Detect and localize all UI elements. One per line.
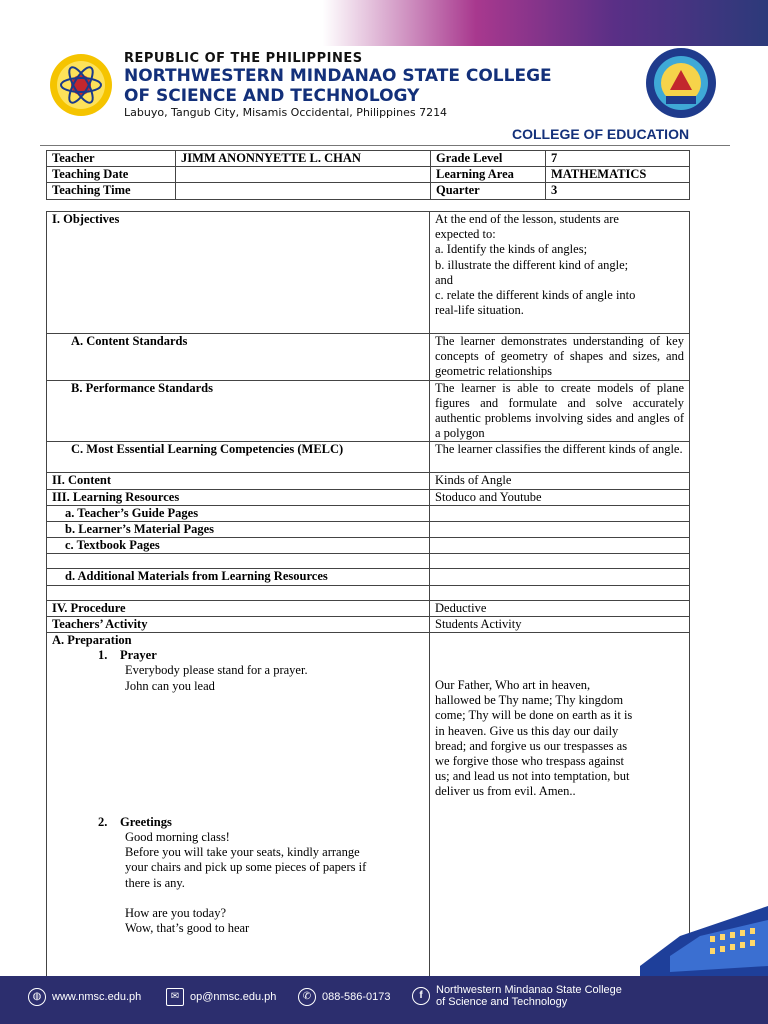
teacher-label: Teacher — [47, 151, 176, 167]
teachers-activity-header: Teachers’ Activity — [47, 616, 430, 632]
learners-material-label: b. Learner’s Material Pages — [47, 522, 430, 538]
globe-icon: ◍ — [28, 988, 46, 1006]
teacher-activity-cell — [47, 633, 430, 979]
greeting-line — [52, 891, 424, 906]
website-text: www.nmsc.edu.ph — [52, 991, 142, 1003]
republic-line: REPUBLIC OF THE PHILIPPINES — [124, 51, 363, 66]
grade-value: 7 — [546, 151, 690, 167]
header-divider — [40, 145, 730, 146]
content-standards-text: The learner demonstrates understanding of key concepts of geometry of shapes and sizes, and geometric relationships — [430, 334, 690, 381]
date-label: Teaching Date — [47, 167, 176, 183]
performance-standards-label: B. Performance Standards — [47, 380, 430, 442]
date-value — [176, 167, 431, 183]
blank-row-value — [430, 554, 690, 569]
mail-icon: ✉ — [166, 988, 184, 1006]
prayer-response-line: hallowed be Thy name; Thy kingdom — [435, 693, 624, 708]
procedure-text: Deductive — [430, 600, 690, 616]
college-seal — [644, 46, 718, 120]
blank-row-2-value — [430, 585, 690, 600]
phone-text: 088-586-0173 — [322, 991, 391, 1003]
email-item[interactable] — [166, 988, 276, 1006]
website-item[interactable] — [28, 988, 141, 1006]
greeting-line: Before you will take your seats, kindly arrange — [125, 845, 360, 860]
phone-icon: ✆ — [298, 988, 316, 1006]
additional-materials-label: d. Additional Materials from Learning Resources — [47, 569, 430, 585]
teacher-value: JIMM ANONNYETTE L. CHAN — [176, 151, 431, 167]
teacher-info-table — [46, 150, 690, 200]
teachers-guide-value — [430, 505, 690, 521]
students-activity-header: Students Activity — [430, 616, 690, 632]
school-name-line1: NORTHWESTERN MINDANAO STATE COLLEGE — [124, 66, 552, 86]
resources-text: Stoduco and Youtube — [430, 489, 690, 505]
school-logo — [48, 52, 114, 118]
top-banner — [0, 0, 768, 46]
prayer-heading: 1. Prayer — [98, 648, 157, 663]
facebook-icon: f — [412, 987, 430, 1005]
textbook-value — [430, 538, 690, 554]
facebook-item[interactable] — [412, 984, 622, 1008]
prayer-response-line: we forgive those who trespass against — [435, 754, 624, 769]
lesson-plan-table — [46, 211, 690, 979]
blank-row — [47, 554, 430, 569]
school-name-line2: OF SCIENCE AND TECHNOLOGY — [124, 86, 420, 106]
prayer-response-line: us; and lead us not into temptation, but — [435, 769, 630, 784]
school-address: Labuyo, Tangub City, Misamis Occidental, Philippines 7214 — [124, 106, 448, 119]
greeting-line: Wow, that’s good to hear — [125, 921, 250, 936]
greeting-line: How are you today? — [125, 905, 227, 920]
greeting-line: your chairs and pick up some pieces of papers if — [125, 860, 367, 875]
school-header — [124, 52, 552, 119]
prayer-line: John can you lead — [125, 678, 215, 693]
college-label: COLLEGE OF EDUCATION — [512, 126, 690, 142]
footer — [0, 976, 768, 1024]
additional-materials-value — [430, 569, 690, 585]
prayer-response-line: in heaven. Give us this day our daily — [435, 723, 619, 738]
time-value — [176, 183, 431, 199]
quarter-label: Quarter — [431, 183, 546, 199]
procedure-label: IV. Procedure — [47, 600, 430, 616]
blank-row-2 — [47, 585, 430, 600]
greeting-line: there is any. — [125, 875, 185, 890]
content-label: II. Content — [47, 473, 430, 489]
campus-building-image — [640, 906, 768, 978]
facebook-text: Northwestern Mindanao State College of Science and Technology — [436, 984, 622, 1008]
teachers-guide-label: a. Teacher’s Guide Pages — [47, 505, 430, 521]
greeting-line: Good morning class! — [125, 830, 230, 845]
content-text: Kinds of Angle — [430, 473, 690, 489]
time-label: Teaching Time — [47, 183, 176, 199]
prayer-line: Everybody please stand for a prayer. — [125, 663, 308, 678]
learners-material-value — [430, 522, 690, 538]
performance-standards-text: The learner is able to create models of plane figures and formulate and solve accurately authentic problems involving sides and angles of a polygon — [430, 380, 690, 442]
area-value: MATHEMATICS — [546, 167, 690, 183]
grade-label: Grade Level — [431, 151, 546, 167]
objectives-label: I. Objectives — [47, 212, 430, 334]
phone-item[interactable] — [298, 988, 391, 1006]
prayer-response-line: bread; and forgive us our trespasses as — [435, 738, 628, 753]
content-standards-label: A. Content Standards — [47, 334, 430, 381]
textbook-label: c. Textbook Pages — [47, 538, 430, 554]
preparation-label: A. Preparation — [52, 633, 132, 648]
prayer-response-line: Our Father, Who art in heaven, — [435, 678, 591, 693]
quarter-value: 3 — [546, 183, 690, 199]
melc-text: The learner classifies the different kinds of angle. — [430, 442, 690, 473]
greetings-heading: 2. Greetings — [98, 814, 172, 829]
prayer-response-line: deliver us from evil. Amen.. — [435, 784, 576, 799]
objectives-text: At the end of the lesson, students are expected to: a. Identify the kinds of angles; b. illustrate the different kind of angle; and c. relate the different kinds of angle into real-life situation. — [430, 212, 690, 334]
area-label: Learning Area — [431, 167, 546, 183]
resources-label: III. Learning Resources — [47, 489, 430, 505]
melc-label: C. Most Essential Learning Competencies (MELC) — [47, 442, 430, 473]
prayer-response-line: come; Thy will be done on earth as it is — [435, 708, 633, 723]
email-text: op@nmsc.edu.ph — [190, 991, 277, 1003]
